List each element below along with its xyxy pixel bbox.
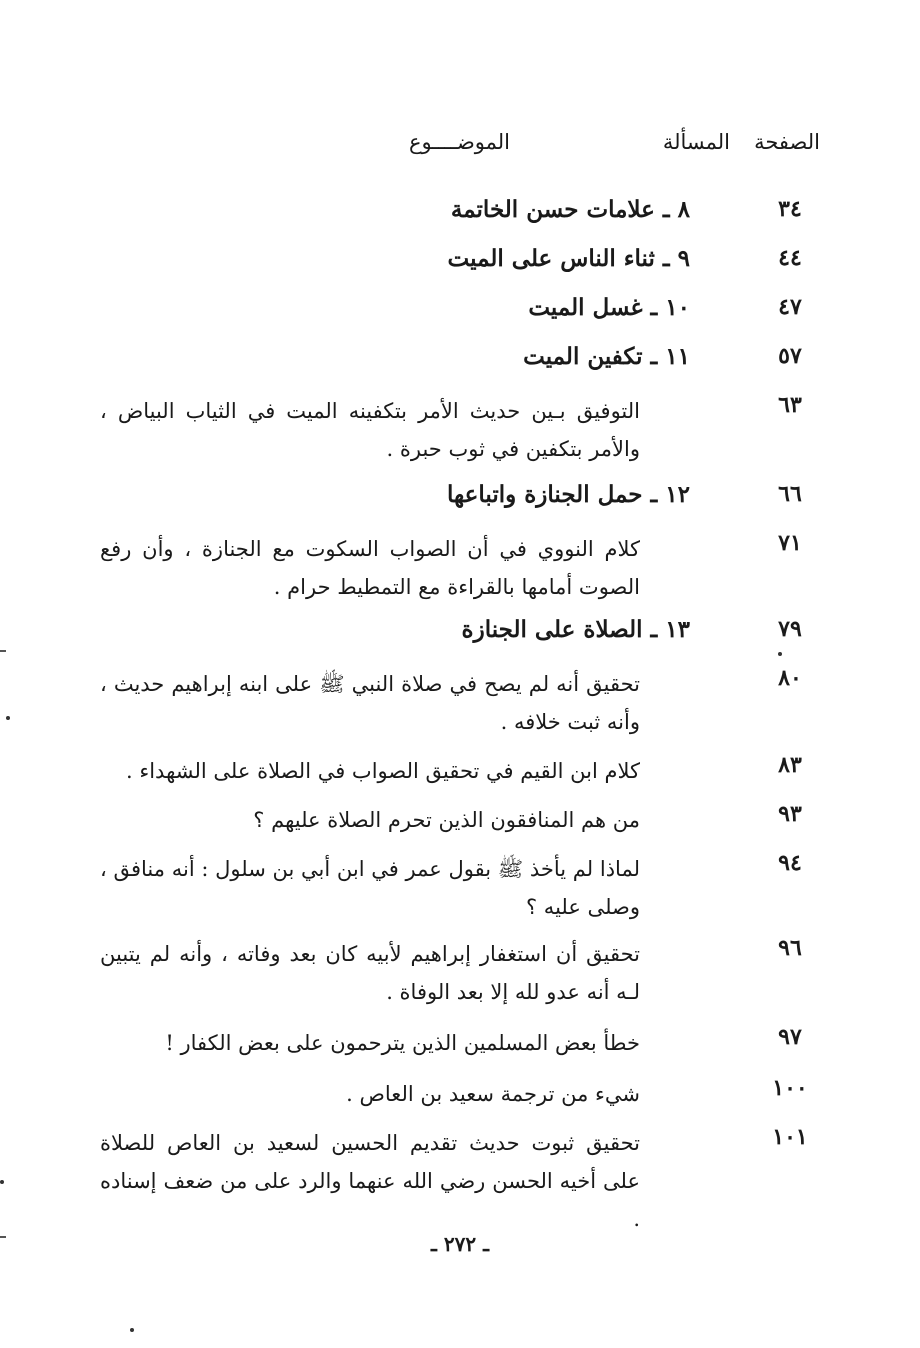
entry-page-number: ٣٤ <box>778 196 802 222</box>
entry-page-number: ٧١ <box>778 530 802 556</box>
entry-issue-title: ١٢ ـ حمل الجنازة واتباعها <box>447 481 690 508</box>
entry-description: من هم المنافقون الذين تحرم الصلاة عليهم ؟ <box>253 808 640 832</box>
entry-page-number: ١٠٠ <box>772 1075 808 1101</box>
topic-column-header: الموضــــوع <box>408 130 510 154</box>
entry-issue-title: ١١ ـ تكفين الميت <box>523 343 690 370</box>
entry-page-number: ٨٣ <box>778 752 802 778</box>
issue-column-header: المسألة <box>662 130 730 154</box>
entry-page-number: ٥٧ <box>778 343 802 369</box>
entry-issue-title: ٨ ـ علامات حسن الخاتمة <box>450 196 690 223</box>
scan-speck <box>778 652 782 656</box>
entry-description: شيء من ترجمة سعيد بن العاص . <box>346 1082 640 1106</box>
entry-page-number: ٩٦ <box>778 935 802 961</box>
entry-description: تحقيق أن استغفار إبراهيم لأبيه كان بعد وفاته ، وأنه لم يتبين لـه أنه عدو لله إلا بعد الوفاة . <box>100 942 640 1004</box>
scan-speck <box>6 716 10 720</box>
entry-page-number: ٦٣ <box>778 392 802 418</box>
entry-description: خطأ بعض المسلمين الذين يترحمون على بعض الكفار ! <box>165 1031 640 1055</box>
entry-page-number: ٨٠ <box>778 665 802 691</box>
entry-page-number: ١٠١ <box>772 1124 808 1150</box>
entry-description: كلام النووي في أن الصواب السكوت مع الجنازة ، وأن رفع الصوت أمامها بالقراءة مع التمطيط حرام . <box>100 537 640 599</box>
scan-speck <box>0 1180 4 1184</box>
entry-page-number: ٩٤ <box>778 850 802 876</box>
entry-page-number: ٩٣ <box>778 801 802 827</box>
entry-page-number: ٩٧ <box>778 1024 802 1050</box>
entry-description: تحقيق أنه لم يصح في صلاة النبي ﷺ على ابنه إبراهيم حديث ، وأنه ثبت خلافه . <box>100 672 640 734</box>
entry-page-number: ٧٩ <box>778 616 802 642</box>
entry-page-number: ٤٤ <box>778 245 802 271</box>
page-column-header: الصفحة <box>754 130 820 154</box>
entry-description: كلام ابن القيم في تحقيق الصواب في الصلاة على الشهداء . <box>126 759 640 783</box>
scan-speck <box>0 1236 6 1238</box>
entry-page-number: ٦٦ <box>778 481 802 507</box>
entry-description: التوفيق بـين حديث الأمر بتكفينه الميت في الثياب البياض ، والأمر بتكفين في ثوب حبرة . <box>100 399 640 461</box>
entry-issue-title: ١٣ ـ الصلاة على الجنازة <box>461 616 690 643</box>
entry-description: لماذا لم يأخذ ﷺ بقول عمر في ابن أبي بن سلول : أنه منافق ، وصلى عليه ؟ <box>100 857 640 919</box>
scan-speck <box>130 1328 134 1332</box>
entry-issue-title: ٩ ـ ثناء الناس على الميت <box>447 245 690 272</box>
scan-speck <box>0 650 6 652</box>
entry-issue-title: ١٠ ـ غسل الميت <box>528 294 690 321</box>
toc-header <box>100 130 820 170</box>
page-number-footer: ـ ٢٧٢ ـ <box>431 1232 489 1256</box>
entry-page-number: ٤٧ <box>778 294 802 320</box>
entry-description: تحقيق ثبوت حديث تقديم الحسين لسعيد بن العاص للصلاة على أخيه الحسن رضي الله عنهما والرد على من ضعف إسناده . <box>100 1131 640 1231</box>
